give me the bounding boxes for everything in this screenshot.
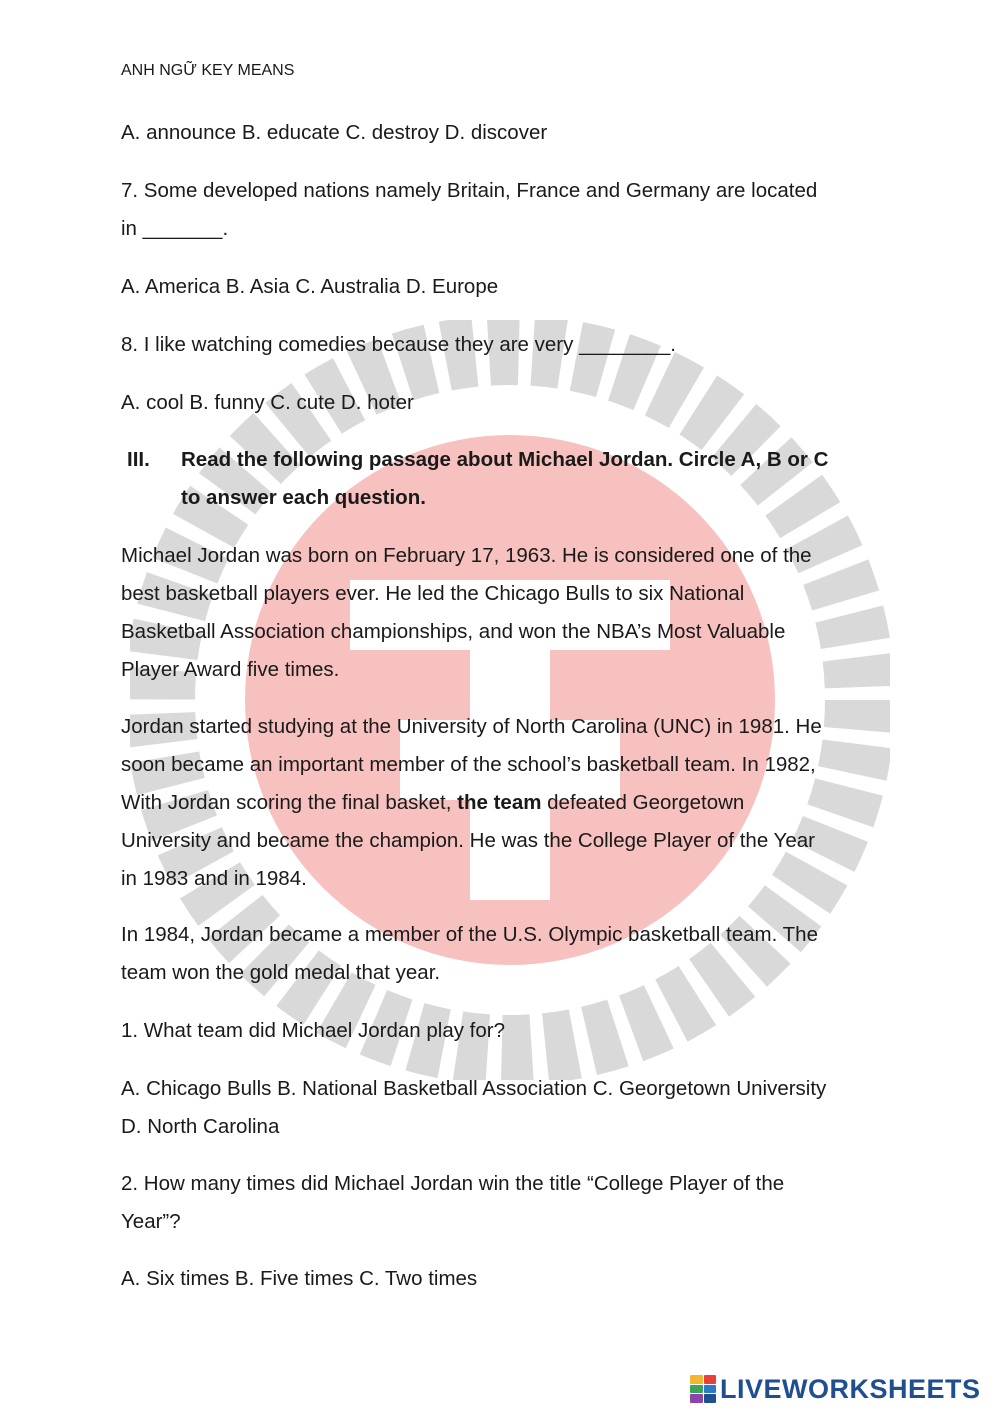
section-number: III. [127,448,150,471]
passage-line: In 1984, Jordan became a member of the U.S. Olympic basketball team. The [121,923,818,946]
passage-line: Player Award five times. [121,658,340,681]
passage-line: in 1983 and in 1984. [121,867,307,890]
question-2-line1: 2. How many times did Michael Jordan win the title “College Player of the [121,1172,785,1195]
q7-text-line1: 7. Some developed nations namely Britain, France and Germany are located [121,179,818,202]
q8-text: 8. I like watching comedies because they are very ________. [121,333,676,356]
question-1-options-line1: A. Chicago Bulls B. National Basketball Association C. Georgetown University [121,1077,827,1100]
passage-line: Basketball Association championships, and won the NBA’s Most Valuable [121,620,786,643]
passage-line: soon became an important member of the school’s basketball team. In 1982, [121,753,816,776]
section-instruction-line1: Read the following passage about Michael Jordan. Circle A, B or C [181,448,829,471]
question-1: 1. What team did Michael Jordan play for? [121,1019,505,1042]
logo-text: LIVEWORKSHEETS [720,1373,981,1404]
liveworksheets-logo-icon [690,1375,716,1403]
page-header: ANH NGỮ KEY MEANS [121,62,295,79]
highlighted-phrase: the team [457,791,542,814]
question-2-options: A. Six times B. Five times C. Two times [121,1267,478,1290]
passage-text: With Jordan scoring the final basket, [121,791,458,814]
section-instruction-line2: to answer each question. [181,486,426,509]
liveworksheets-logo[interactable] [690,1374,981,1404]
passage-line: Jordan started studying at the University of North Carolina (UNC) in 1981. He [121,715,822,738]
passage-line: best basketball players ever. He led the Chicago Bulls to six National [121,582,745,605]
q7-text-line2: in _______. [121,217,229,240]
passage-line: team won the gold medal that year. [121,961,441,984]
q6-options: A. announce B. educate C. destroy D. discover [121,121,548,144]
passage-line: Michael Jordan was born on February 17, 1963. He is considered one of the [121,544,812,567]
passage-line [121,790,744,816]
q8-options: A. cool B. funny C. cute D. hoter [121,391,414,414]
question-1-options-line2: D. North Carolina [121,1115,280,1138]
question-2-line2: Year”? [121,1210,181,1233]
passage-line: University and became the champion. He was the College Player of the Year [121,829,815,852]
passage-text: defeated Georgetown [541,791,745,814]
q7-options: A. America B. Asia C. Australia D. Europe [121,275,499,298]
